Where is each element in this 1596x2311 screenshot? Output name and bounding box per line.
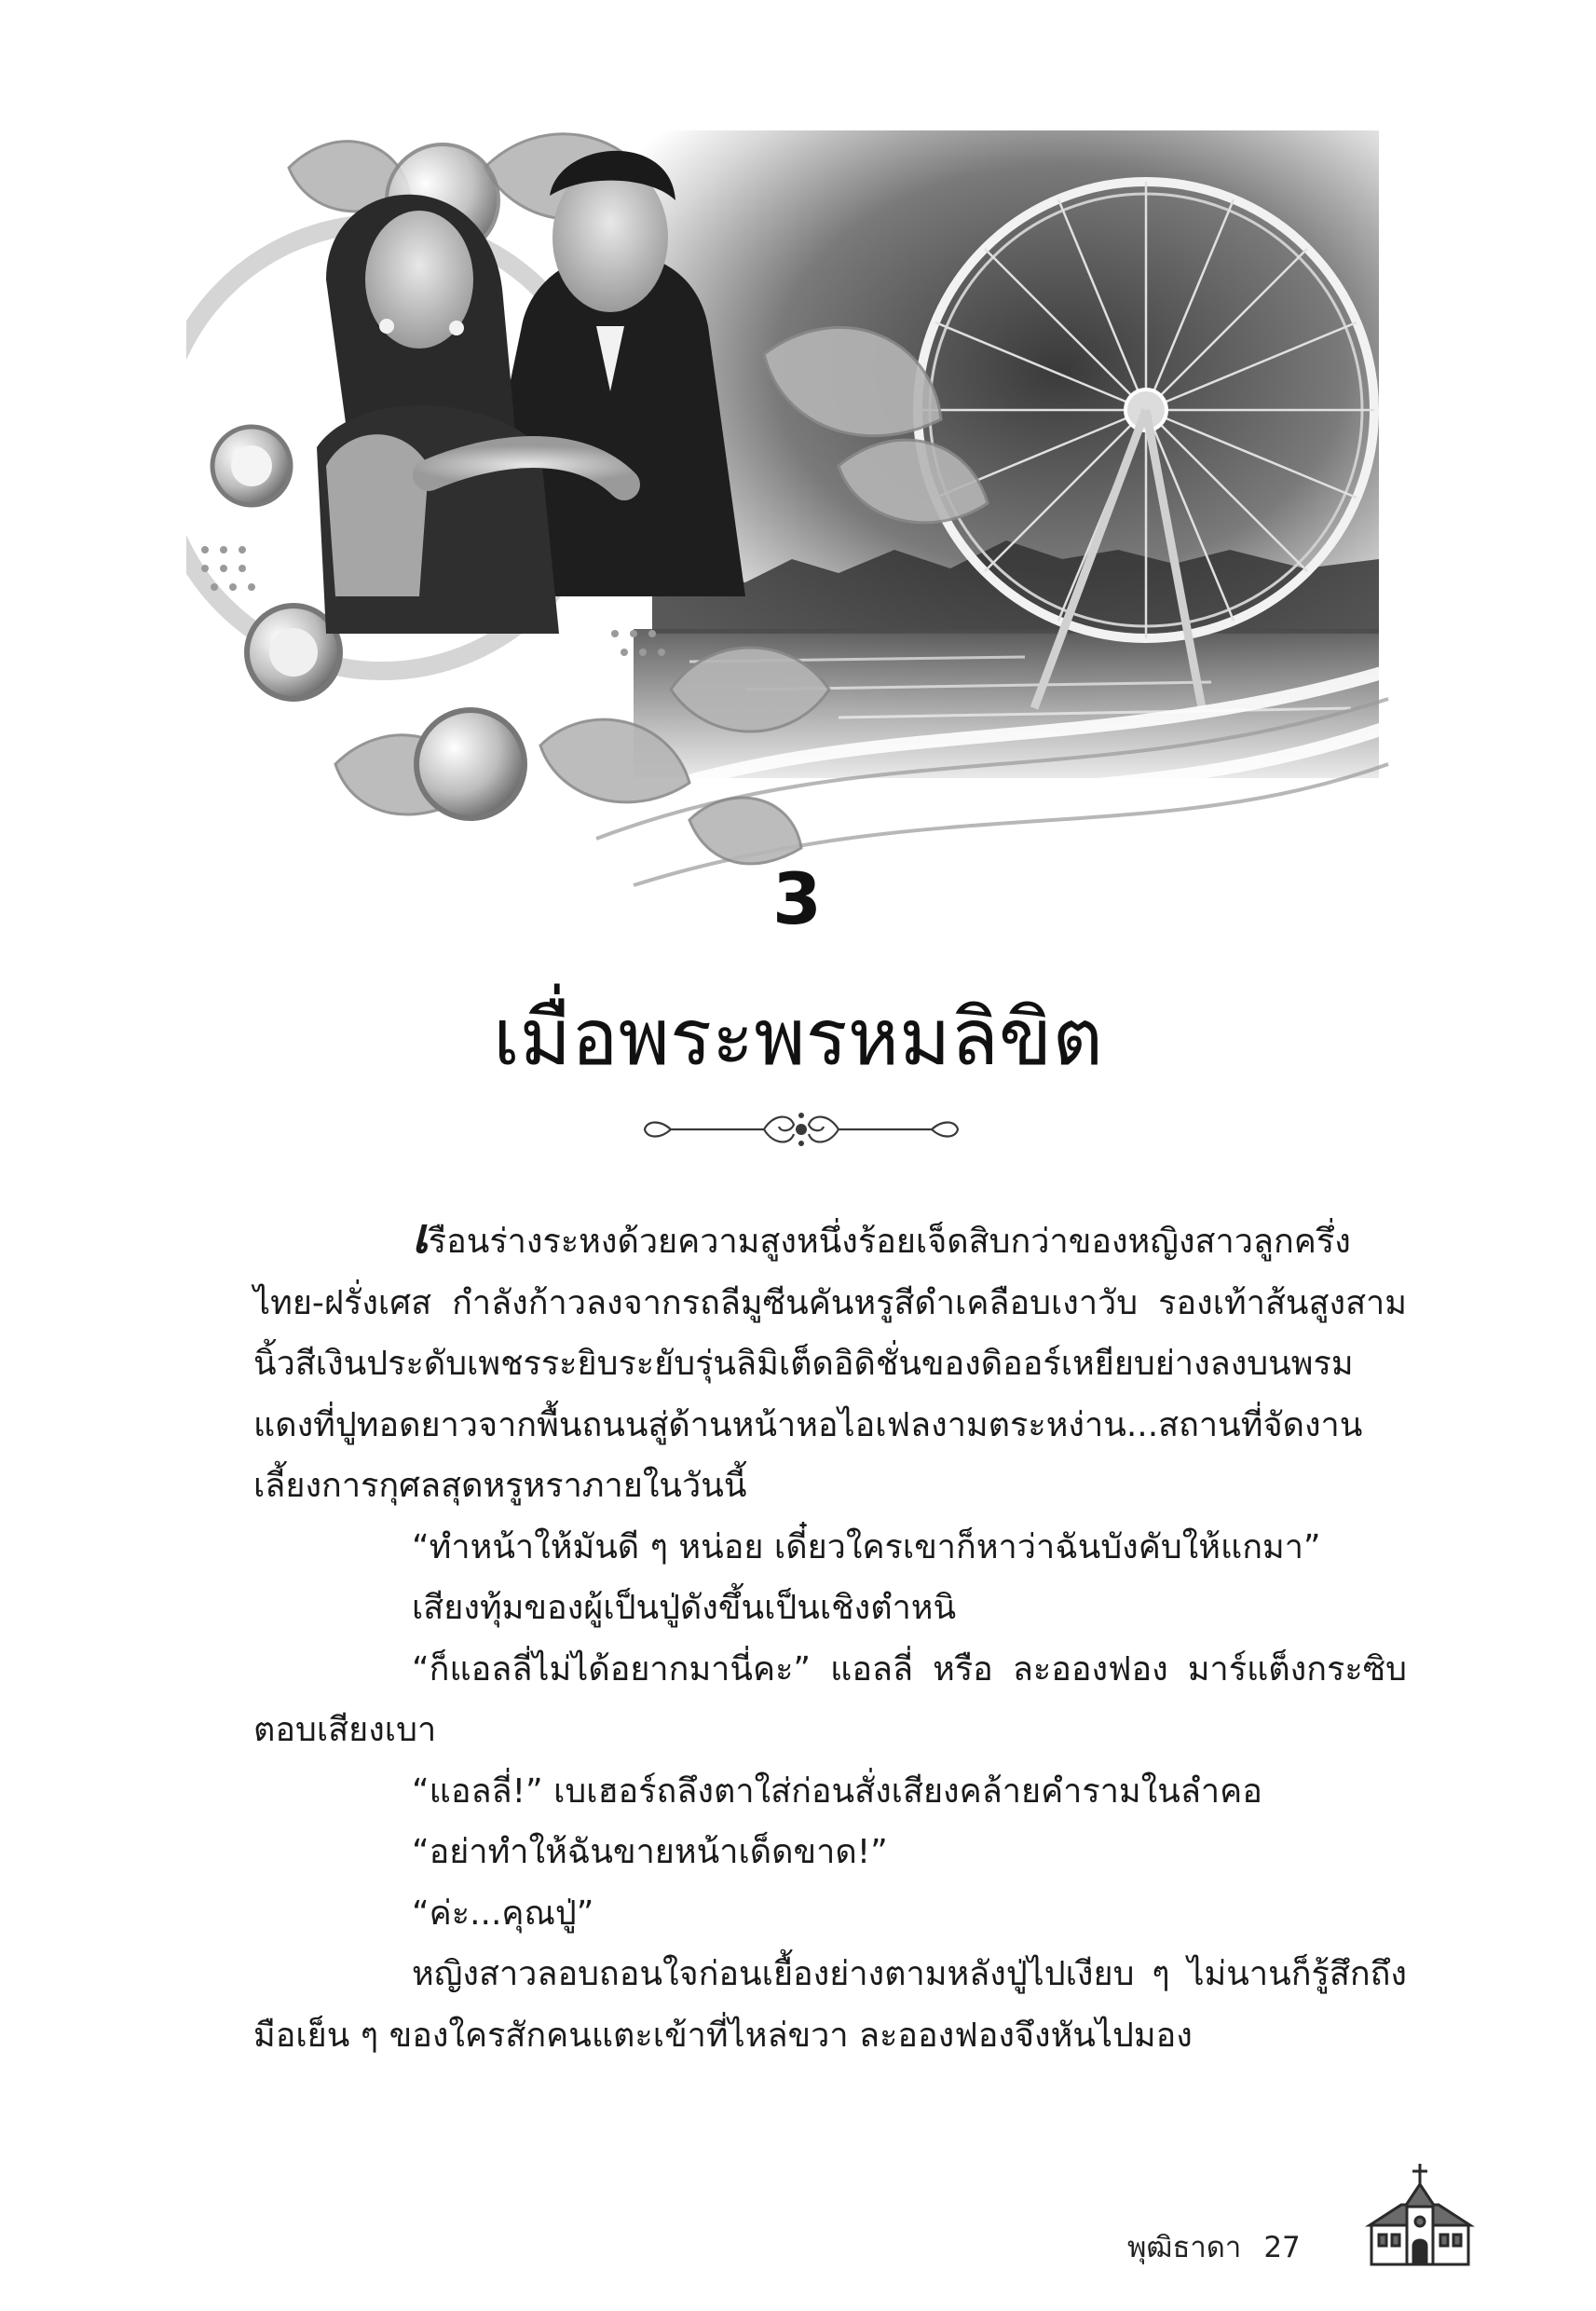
chapter-number: 3: [772, 857, 824, 940]
scroll-divider-icon: [634, 1104, 969, 1155]
paragraph: “ค่ะ...คุณปู่”: [412, 1894, 594, 1933]
paragraph: เสียงทุ้มของผู้เป็นปู่ดังขึ้นเป็นเชิงตำหนิ: [412, 1589, 957, 1627]
paragraph: “แอลลี่!” เบเฮอร์ถลึงตาใส่ก่อนสั่งเสียงคล้ายคำรามในลำคอ: [412, 1771, 1262, 1811]
chapter-body: [253, 1208, 1407, 2066]
paragraph: [253, 1208, 1407, 1517]
paragraph-text: รือนร่างระหงด้วยความสูงหนึ่งร้อยเจ็ดสิบกว่าของหญิงสาวลูกครึ่งไทย-ฝรั่งเศส กำลังก้าวลงจากรถลีมูซีนคันหรูสีดำเคลือบเงาวับ รองเท้าส้นสูงสามนิ้วสีเงินประดับเพชรระยิบระยับรุ่นลิมิเต็ดอิดิชั่นของดิออร์เหยียบย่างลงบนพรมแดงที่ปูทอดยาวจากพื้นถนนสู่ด้านหน้าหอไอเฟลงามตระหง่าน...สถานที่จัดงานเลี้ยงการกุศลสุดหรูหราภายในวันนี้: [253, 1223, 1407, 1505]
chapter-title: เมื่อพระพรหมลิขิต: [493, 991, 1103, 1083]
drop-cap: เ: [412, 1208, 429, 1265]
author-name: พุฒิธาดา: [1127, 2231, 1242, 2264]
paragraph: หญิงสาวลอบถอนใจก่อนเยื้องย่างตามหลังปู่ไปเงียบ ๆ ไม่นานก็รู้สึกถึงมือเย็น ๆ ของใครสักคนแตะเข้าที่ไหล่ขวา ละอองฟองจึงหันไปมอง: [253, 1955, 1407, 2055]
page-footer: [1127, 2223, 1301, 2270]
paragraph: “อย่าทำให้ฉันขายหน้าเด็ดขาด!”: [412, 1833, 888, 1871]
page-number: 27: [1263, 2231, 1301, 2264]
church-icon: [1364, 2160, 1476, 2272]
paragraph: “ทำหน้าให้มันดี ๆ หน่อย เดี๋ยวใครเขาก็หาว่าฉันบังคับให้แกมา”: [412, 1527, 1321, 1566]
paragraph: “ก็แอลลี่ไม่ได้อยากมานี่คะ” แอลลี่ หรือ ละอองฟอง มาร์แต็งกระซิบตอบเสียงเบา: [253, 1649, 1407, 1749]
